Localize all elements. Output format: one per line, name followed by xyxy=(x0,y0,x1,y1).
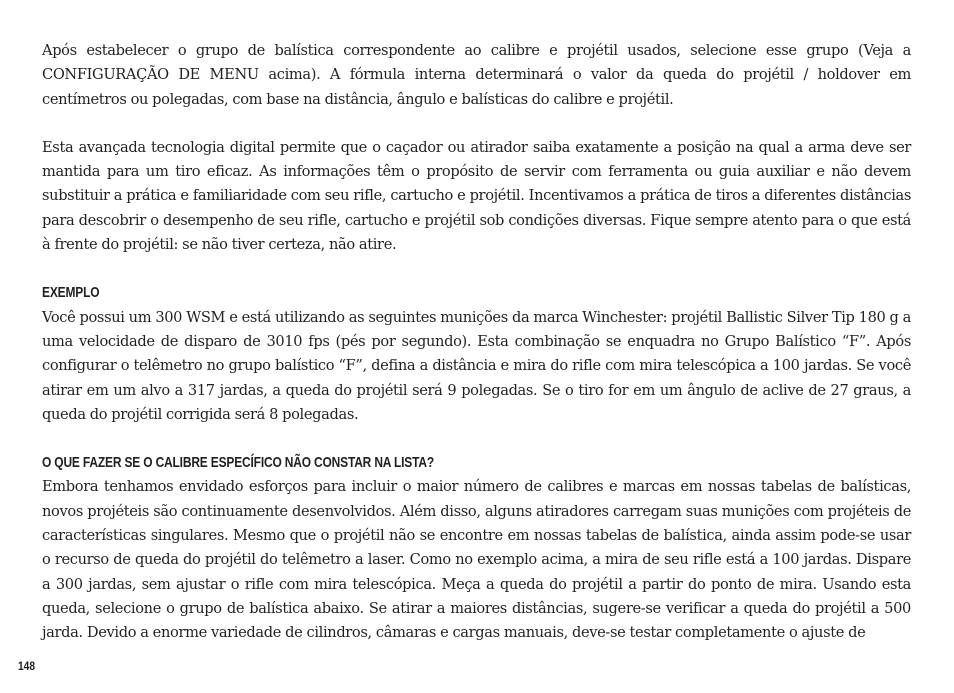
missing-caliber-heading: O QUE FAZER SE O CALIBRE ESPECÍFICO NÃO CONSTAR NA LISTA? xyxy=(42,455,435,472)
intro-paragraph-2: Esta avançada tecnologia digital permite que o caçador ou atirador saiba exatamente a posição na qual a arma deve ser mantida para um tiro eficaz. As informações têm o propósito de servir com ferramenta ou guia auxiliar e não devem substituir a prática e familiaridade com seu rifle, cartucho e projétil. Incentivamos a prática de tiros a diferentes distâncias para descobrir o desempenho de seu rifle, cartucho e projétil sob condições diversas. Fique sempre atento para o que está à frente do projétil: se não tiver certeza, não atire. xyxy=(42,138,911,254)
paragraph-gap xyxy=(42,427,911,451)
example-heading: EXEMPLO xyxy=(42,285,100,302)
page-number: 148 xyxy=(18,659,36,673)
intro-paragraph-1: Após estabelecer o grupo de balística correspondente ao calibre e projétil usados, selecione esse grupo (Veja a CONFIGURAÇÃO DE MENU acima). A fórmula interna determinará o valor da queda do projétil / holdover em centímetros ou polegadas, com base na distância, ângulo e balísticas do calibre e projétil. xyxy=(42,42,911,108)
paragraph-gap xyxy=(42,257,911,281)
page-content xyxy=(42,39,911,646)
example-paragraph: Você possui um 300 WSM e está utilizando as seguintes munições da marca Winchester: projétil Ballistic Silver Tip 180 g a uma velocidade de disparo de 3010 fps (pés por segundo). Esta combinação se enquadra no Grupo Balístico “F”. Após configurar o telêmetro no grupo balístico “F”, defina a distância e mira do rifle com mira telescópica a 100 jardas. Se você atirar em um alvo a 317 jardas, a queda do projétil será 9 polegadas. Se o tiro for em um ângulo de aclive de 27 graus, a queda do projétil corrigida será 8 polegadas. xyxy=(42,308,911,423)
missing-caliber-paragraph: Embora tenhamos envidado esforços para incluir o maior número de calibres e marcas em nossas tabelas de balísticas, novos projéteis são continuamente desenvolvidos. Além disso, alguns atiradores carregam suas munições com projéteis de características singulares. Mesmo que o projétil não se encontre em nossas tabelas de balística, ainda assim pode-se usar o recurso de queda do projétil do telêmetro a laser. Como no exemplo acima, a mira de seu rifle está a 100 jardas. Dispare a 300 jardas, sem ajustar o rifle com mira telescópica. Meça a queda do projétil a partir do ponto de mira. Usando esta queda, selecione o grupo de balística abaixo. Se atirar a maiores distâncias, sugere-se verificar a queda do projétil a 500 jarda. Devido a enorme variedade de cilindros, câmaras e cargas manuais, deve-se testar completamente o ajuste de xyxy=(42,478,911,642)
paragraph-gap xyxy=(42,112,911,136)
